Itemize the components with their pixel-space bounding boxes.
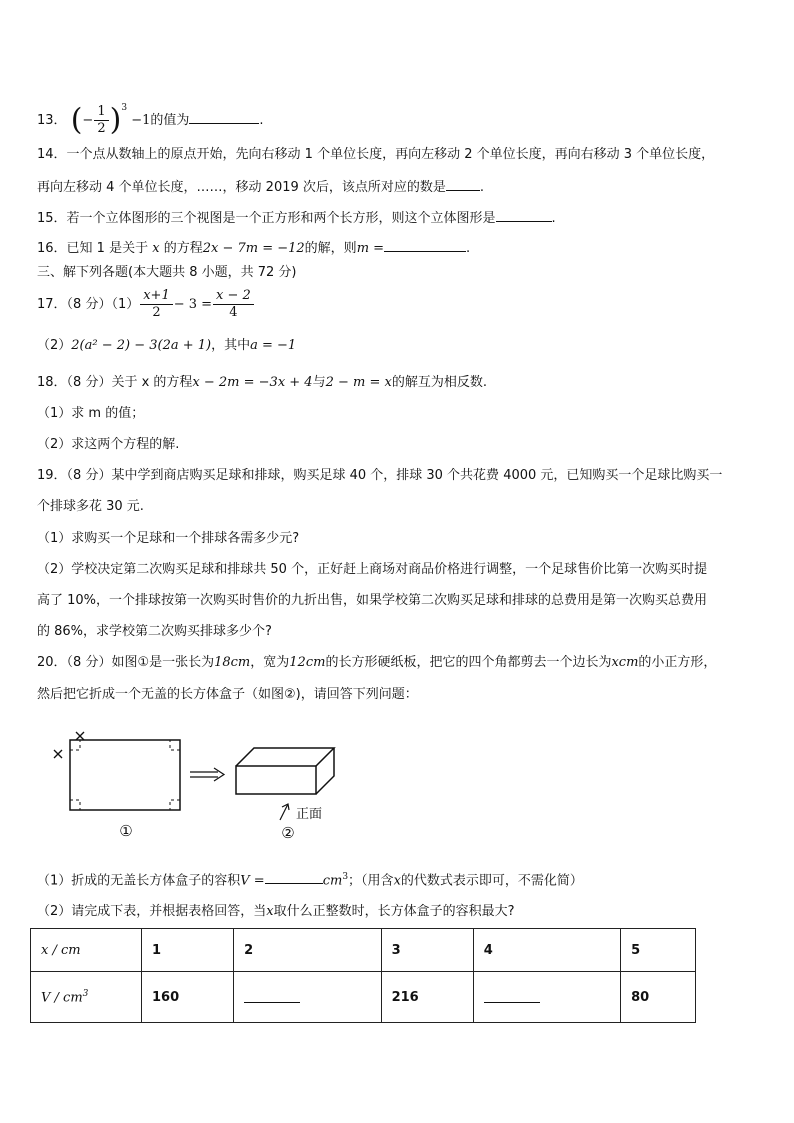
box-diagram xyxy=(48,728,368,848)
table-cell[interactable] xyxy=(473,972,620,1023)
question-19-line1: 19．（8 分）某中学到商店购买足球和排球，购买足球 40 个，排球 30 个共花费 4000 元，已知购买一个足球比购买一 xyxy=(37,468,723,483)
question-20-sub1: （1）折成的无盖长方体盒子的容积$V = cm^3$；（用含x的代数式表示即可，不需化简） xyxy=(37,872,583,889)
corner-cuts xyxy=(70,740,180,810)
question-18-sub1: （1）求 m 的值； xyxy=(37,406,145,421)
table-cell: 1 xyxy=(142,929,234,972)
fraction: $\frac{1}{2}$ xyxy=(94,104,108,137)
question-13: 13． (− $\frac{1}{2}$ )$^3$ −1的值为 . xyxy=(37,102,264,138)
answer-blank[interactable] xyxy=(496,208,552,222)
figure-1-label: ① xyxy=(119,822,133,840)
question-15: 15．若一个立体图形的三个视图是一个正方形和两个长方形，则这个立体图形是 . xyxy=(37,208,556,228)
table-cell: 160 xyxy=(142,972,234,1023)
figure xyxy=(48,728,368,852)
question-14-line2: 再向左移动 4 个单位长度，……，移动 2019 次后，该点所对应的数是 . xyxy=(37,177,484,197)
table-cell: 4 xyxy=(473,929,620,972)
front-arrow-icon xyxy=(280,804,289,820)
fraction: $\frac{x - 2}{4}$ xyxy=(213,288,254,321)
question-19-sub2-line3: 的 86%，求学校第二次购买排球多少个? xyxy=(37,624,272,639)
fraction: $\frac{x+1}{2}$ xyxy=(140,288,173,321)
table-cell: 5 xyxy=(621,929,696,972)
question-18-sub2: （2）求这两个方程的解. xyxy=(37,437,180,452)
question-20-line1: 20．（8 分）如图①是一张长为18cm，宽为12cm的长方形硬纸板，把它的四个角都剪去一个边长为xcm的小正方形， xyxy=(37,655,717,670)
table-cell: 216 xyxy=(381,972,473,1023)
table-cell: 2 xyxy=(234,929,381,972)
front-label: 正面 xyxy=(296,807,323,822)
answer-blank[interactable] xyxy=(189,110,259,124)
answer-blank[interactable] xyxy=(384,238,466,252)
question-19-line2: 个排球多花 30 元. xyxy=(37,499,144,514)
question-17-part1: 17．（8 分）（1） $\frac{x+1}{2}$ − 3 = $\frac{x - 2}{4}$ xyxy=(37,287,255,323)
question-19-sub2-line2: 高了 10%，一个排球按第一次购买时售价的九折出售，如果学校第二次购买足球和排球的总费用是第一次购买总费用 xyxy=(37,593,708,608)
question-17-part2: （2）2(a² − 2) − 3(2a + 1)，其中a = −1 xyxy=(37,338,297,353)
table-cell[interactable] xyxy=(234,972,381,1023)
arrow-right-icon xyxy=(190,768,224,781)
answer-blank[interactable] xyxy=(244,988,300,1003)
question-20-sub2: （2）请完成下表，并根据表格回答，当x取什么正整数时，长方体盒子的容积最大? xyxy=(37,904,515,919)
question-16: 16．已知 1 是关于 x 的方程2x − 7m = −12的解，则m = . xyxy=(37,238,470,258)
table-row xyxy=(31,972,696,1023)
answer-blank[interactable] xyxy=(265,870,323,884)
table-row xyxy=(31,929,696,972)
cardboard-rect xyxy=(70,740,180,810)
open-box xyxy=(236,748,334,794)
section-heading: 三、解下列各题(本大题共 8 小题，共 72 分) xyxy=(37,265,297,280)
answer-blank[interactable] xyxy=(446,177,480,191)
question-14-line1: 14．一个点从数轴上的原点开始，先向右移动 1 个单位长度，再向左移动 2 个单位长度，再向右移动 3 个单位长度， xyxy=(37,147,715,162)
volume-table xyxy=(30,928,696,1023)
figure-2-label: ② xyxy=(281,824,295,842)
question-18: 18．（8 分）关于 x 的方程x − 2m = −3x + 4与2 − m = x的解互为相反数. xyxy=(37,375,487,390)
question-19-sub2-line1: （2）学校决定第二次购买足球和排球共 50 个，正好赶上商场对商品价格进行调整，一个足球售价比第一次购买时提 xyxy=(37,562,708,577)
table-cell: 80 xyxy=(621,972,696,1023)
table-header-v: V / $cm^3$ xyxy=(31,972,142,1023)
table-cell: 3 xyxy=(381,929,473,972)
question-20-line2: 然后把它折成一个无盖的长方体盒子（如图②)，请回答下列问题： xyxy=(37,687,418,702)
question-19-sub1: （1）求购买一个足球和一个排球各需多少元? xyxy=(37,531,300,546)
answer-blank[interactable] xyxy=(484,988,540,1003)
table-header-x: x / cm xyxy=(31,929,142,972)
